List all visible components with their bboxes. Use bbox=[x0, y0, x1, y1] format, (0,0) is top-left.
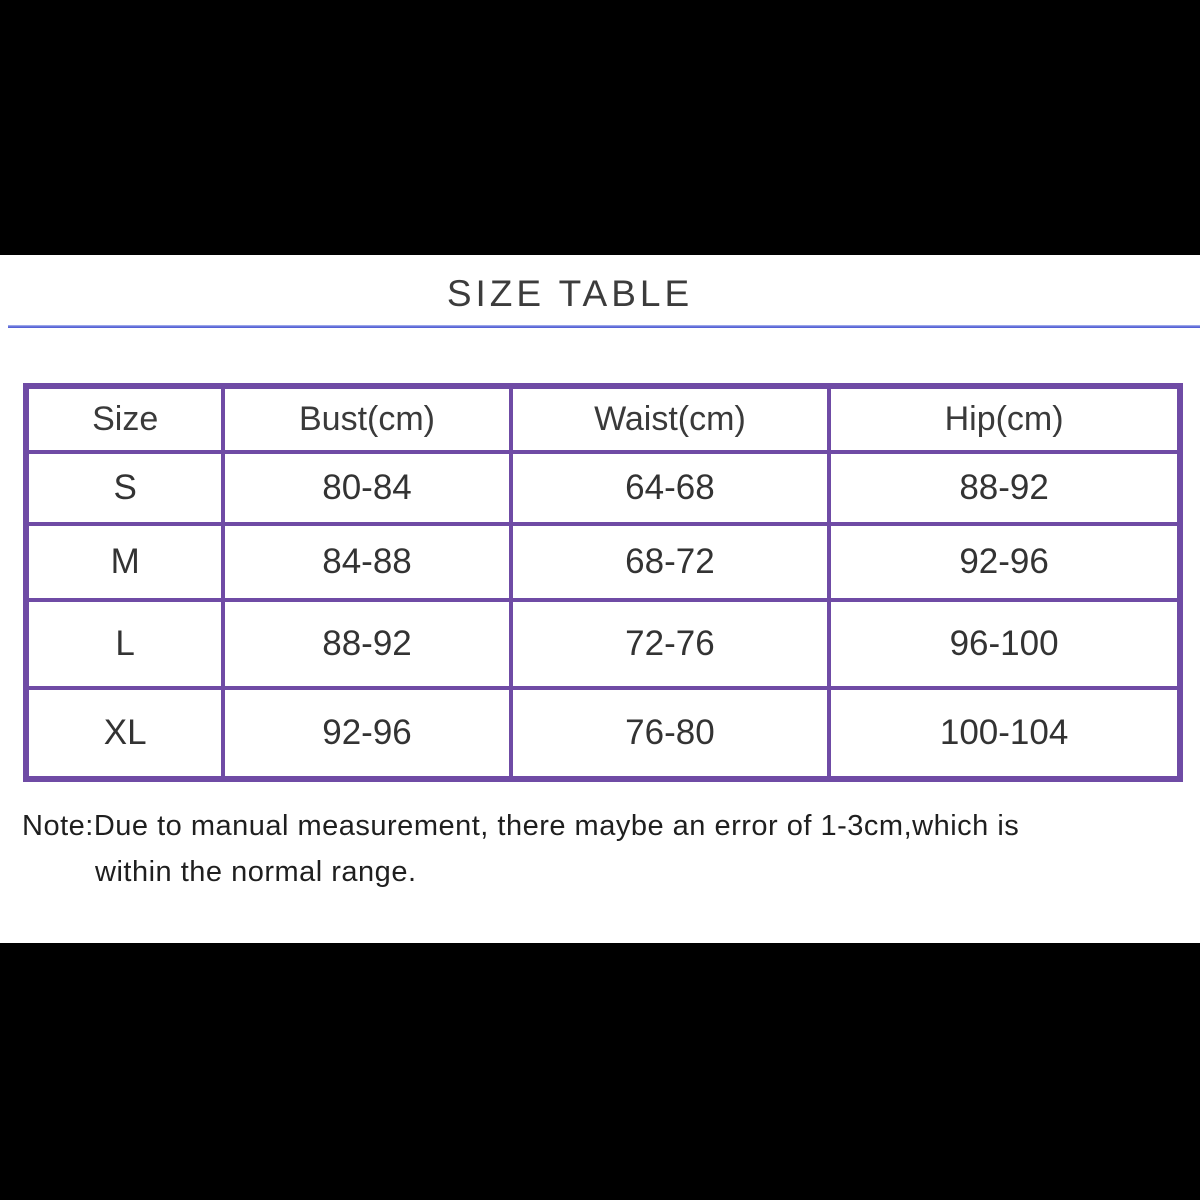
bottom-black-band bbox=[0, 943, 1200, 1200]
header-size: Size bbox=[26, 386, 223, 452]
cell-bust-m: 84-88 bbox=[223, 524, 510, 600]
cell-size-m: M bbox=[26, 524, 223, 600]
cell-size-xl: XL bbox=[26, 688, 223, 779]
cell-hip-xl: 100-104 bbox=[829, 688, 1180, 779]
table-row-l bbox=[26, 600, 1180, 688]
cell-hip-s: 88-92 bbox=[829, 452, 1180, 524]
table-row-xl bbox=[26, 688, 1180, 779]
cell-size-s: S bbox=[26, 452, 223, 524]
cell-bust-s: 80-84 bbox=[223, 452, 510, 524]
cell-waist-l: 72-76 bbox=[511, 600, 830, 688]
cell-waist-xl: 76-80 bbox=[511, 688, 830, 779]
note-line-1: Note:Due to manual measurement, there maybe an error of 1-3cm,which is bbox=[22, 810, 1020, 842]
page-title: SIZE TABLE bbox=[446, 273, 694, 314]
table-row-m bbox=[26, 524, 1180, 600]
size-table bbox=[23, 383, 1183, 782]
top-black-band bbox=[0, 0, 1200, 255]
cell-hip-m: 92-96 bbox=[829, 524, 1180, 600]
header-waist: Waist(cm) bbox=[511, 386, 830, 452]
header-hip: Hip(cm) bbox=[829, 386, 1180, 452]
cell-size-l: L bbox=[26, 600, 223, 688]
cell-waist-m: 68-72 bbox=[511, 524, 830, 600]
cell-waist-s: 64-68 bbox=[511, 452, 830, 524]
cell-bust-l: 88-92 bbox=[223, 600, 510, 688]
measurement-note bbox=[22, 803, 1019, 895]
header-bust: Bust(cm) bbox=[223, 386, 510, 452]
cell-bust-xl: 92-96 bbox=[223, 688, 510, 779]
cell-hip-l: 96-100 bbox=[829, 600, 1180, 688]
table-row-s bbox=[26, 452, 1180, 524]
content-area bbox=[0, 255, 1200, 943]
note-line-2: within the normal range. bbox=[95, 856, 417, 888]
table-header-row bbox=[26, 386, 1180, 452]
title-divider-line bbox=[8, 325, 1200, 328]
